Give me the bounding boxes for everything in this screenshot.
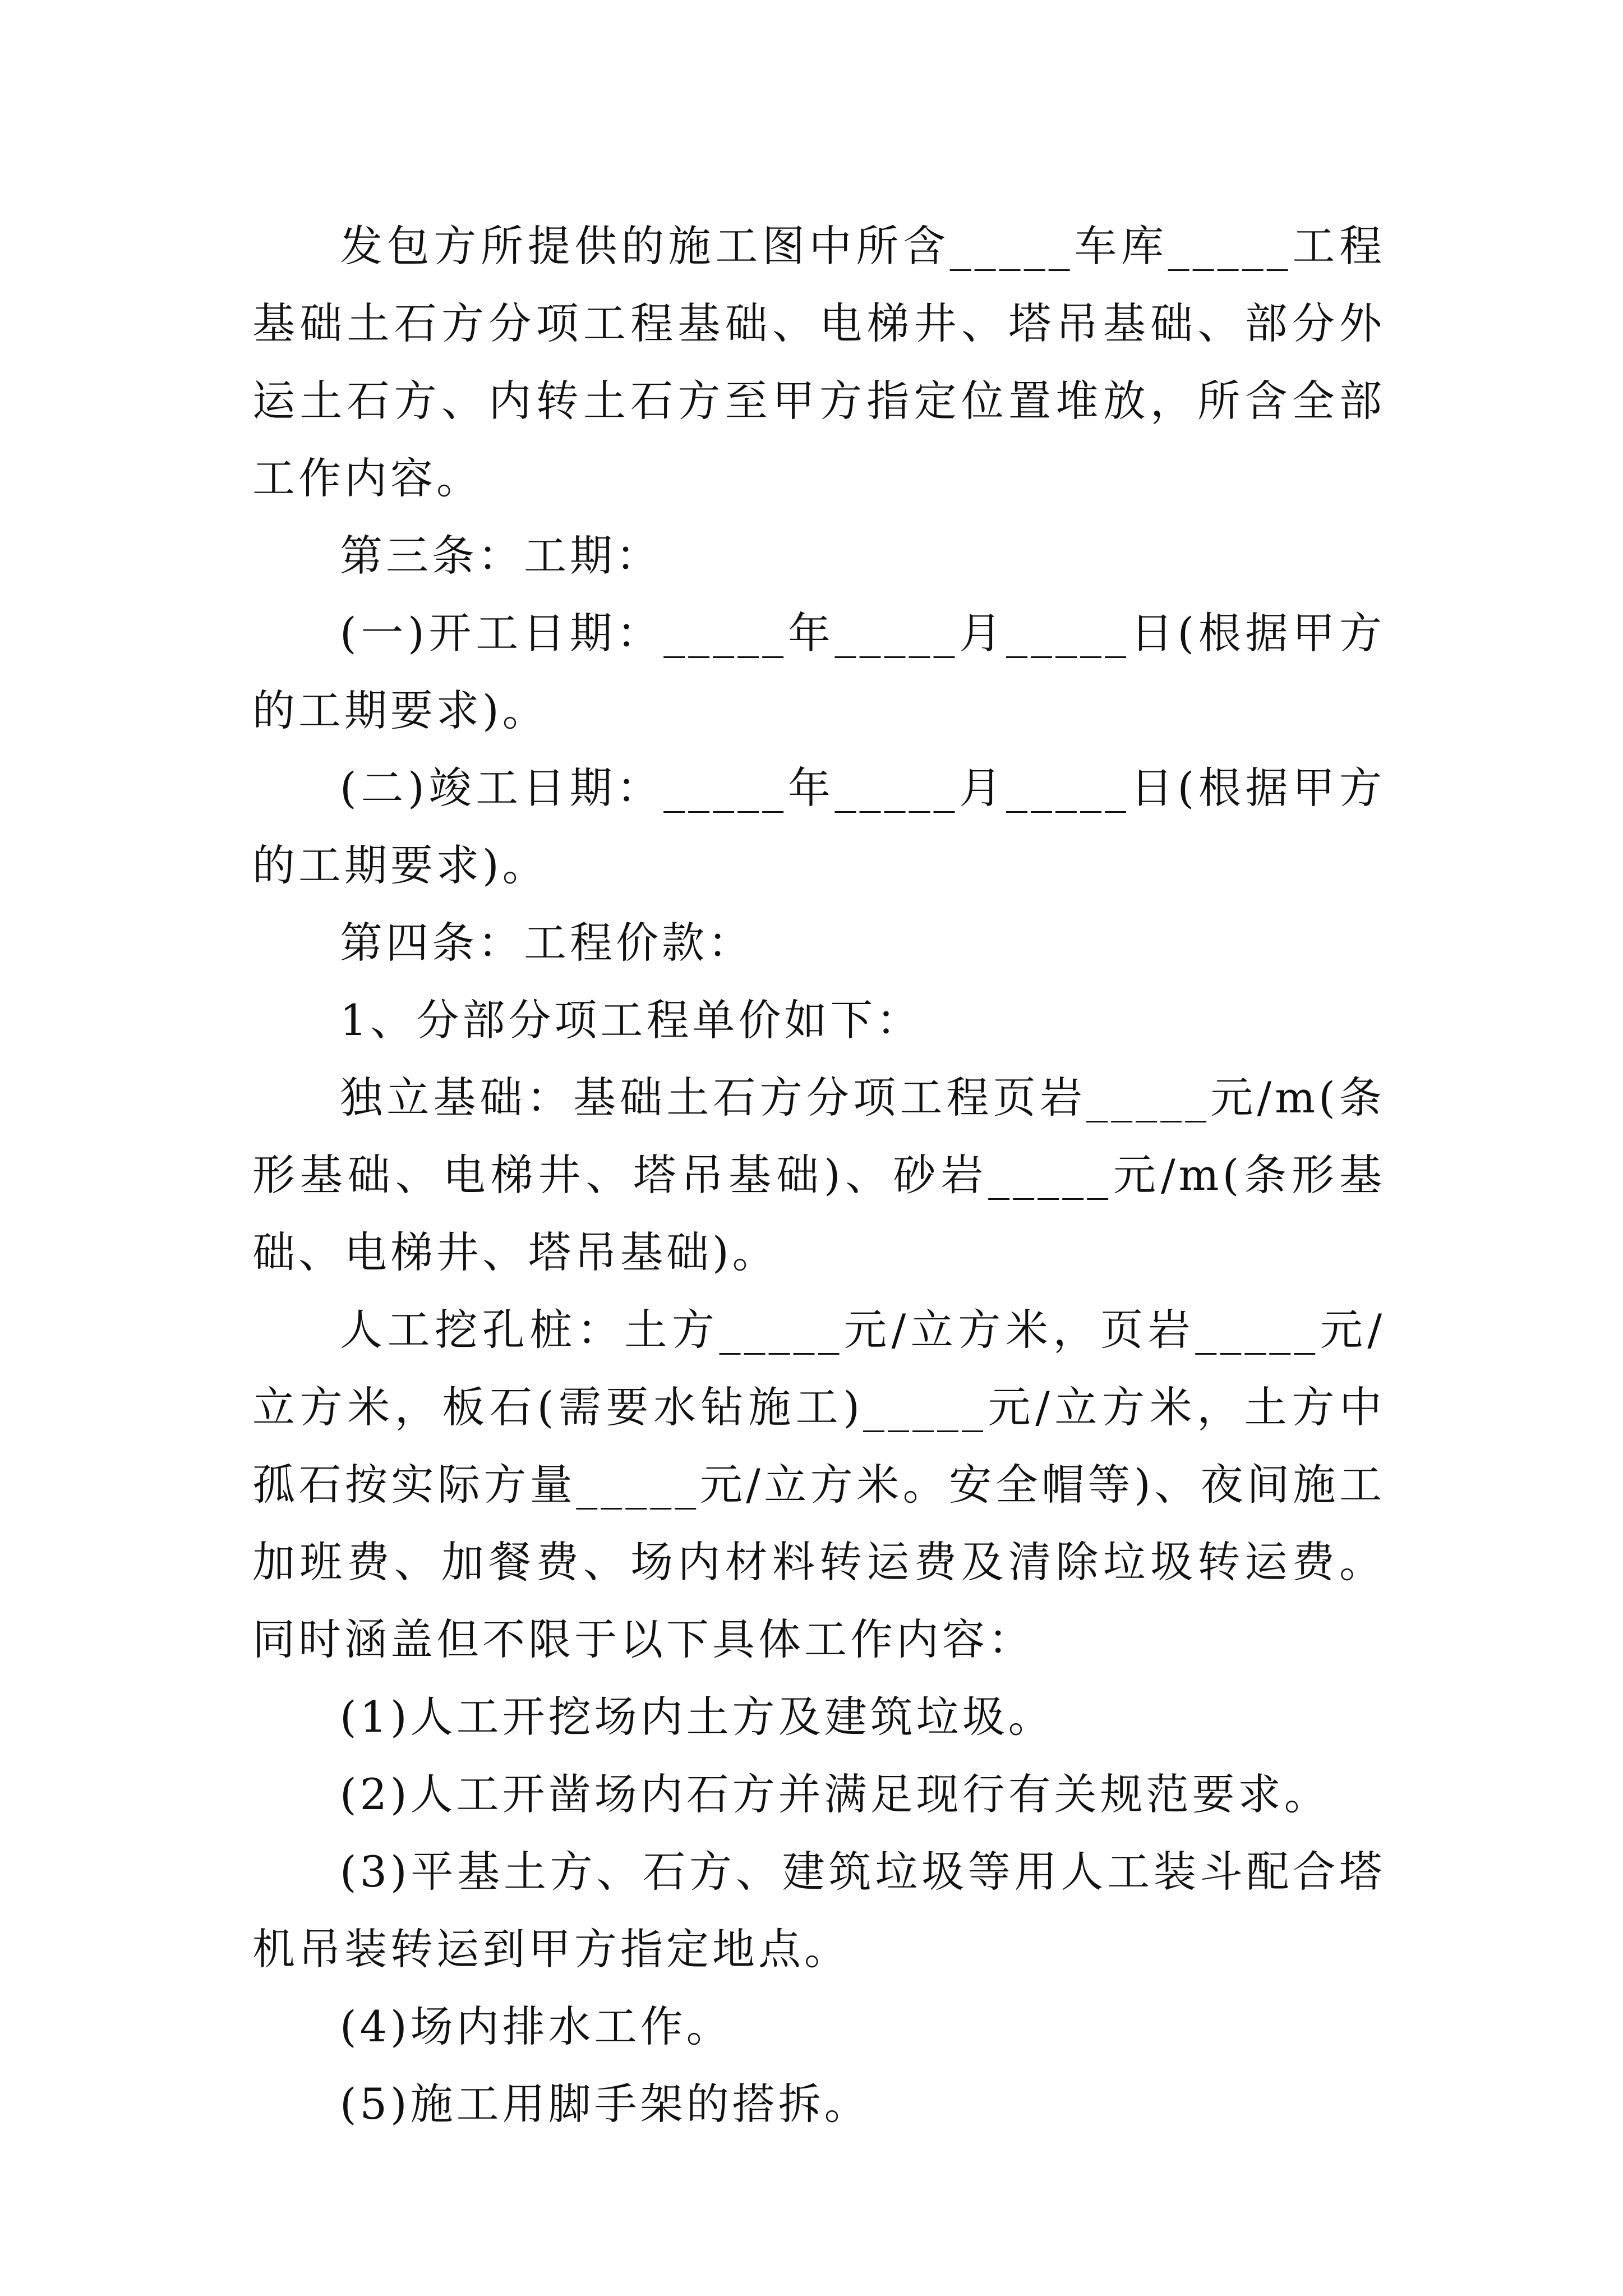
paragraph-unit-price-intro: 1、分部分项工程单价如下： (340, 995, 923, 1045)
document-page (252, 208, 1385, 2143)
list-item-2: (2)人工开凿场内石方并满足现行有关规范要求。 (340, 1769, 1330, 1819)
paragraph-start-date: (一)开工日期：_____年_____月_____日(根据甲方的工期要求)。 (252, 608, 1385, 735)
heading-article-3: 第三条：工期： (340, 531, 662, 581)
paragraph-scope: 发包方所提供的施工图中所含_____车库_____工程基础土石方分项工程基础、电梯井、塔吊基础、部分外运土石方、内转土石方至甲方指定位置堆放，所含全部工作内容。 (252, 221, 1385, 503)
paragraph-completion-date: (二)竣工日期：_____年_____月_____日(根据甲方的工期要求)。 (252, 763, 1385, 890)
list-item-5: (5)施工用脚手架的搭拆。 (340, 2079, 870, 2129)
list-item-1: (1)人工开挖场内土方及建筑垃圾。 (340, 1692, 1054, 1742)
paragraph-independent-foundation: 独立基础：基础土石方分项工程页岩_____元/m(条形基础、电梯井、塔吊基础)、砂岩_____元/m(条形基础、电梯井、塔吊基础)。 (252, 1073, 1385, 1277)
list-item-4: (4)场内排水工作。 (340, 2001, 732, 2051)
heading-article-4: 第四条：工程价款： (340, 918, 754, 968)
paragraph-manual-bored-pile: 人工挖孔桩：土方_____元/立方米，页岩_____元/立方米，板石(需要水钻施工)_____元/立方米，土方中孤石按实际方量_____元/立方米。安全帽等)、夜间施工加班费、加餐费、场内材料转运费及清除垃圾转运费。同时涵盖但不限于以下具体工作内容： (252, 1305, 1385, 1664)
list-item-3: (3)平基土方、石方、建筑垃圾等用人工装斗配合塔机吊装转运到甲方指定地点。 (252, 1847, 1385, 1974)
